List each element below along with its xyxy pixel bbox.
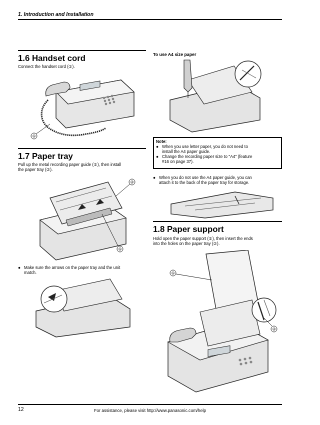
page-header-title: 1. Introduction and Installation: [18, 12, 94, 18]
paper-support-instruction-line1: Hold open the paper support (①), then insert the ends: [153, 236, 253, 241]
section-divider: [18, 50, 146, 51]
callout-1: ①: [171, 270, 175, 276]
a4-title: To use A4 size paper: [153, 52, 197, 57]
section-title-paper-support: 1.8 Paper support: [153, 224, 224, 234]
note-title: Note:: [156, 139, 167, 144]
a4-bullet-line1: ● When you do not use the A4 paper guide, you can: [153, 175, 252, 180]
a4-bullet-line2: attach it to the back of the paper tray for storage.: [159, 180, 250, 185]
section-title-handset: 1.6 Handset cord: [18, 53, 86, 63]
note-bullet-2-line2: #16 on page 37).: [162, 159, 194, 164]
note-bullet-1-line1: ● When you use letter paper, you do not need to: [156, 144, 248, 149]
paper-support-illustration: [160, 250, 282, 398]
arrow-alignment-illustration: [26, 277, 144, 339]
paper-tray-instruction-line1: Pull up the metal recording paper guide (①), then install: [18, 162, 122, 167]
callout-2: ②: [130, 179, 134, 185]
handset-instruction: Connect the handset cord (①).: [18, 64, 75, 69]
section-divider: [18, 148, 146, 149]
callout-1: ①: [118, 246, 122, 252]
note-bullet-1-line2: install the A4 paper guide.: [162, 149, 211, 154]
section-divider: [153, 221, 282, 222]
footer-assistance: For assistance, please visit http://www.panasonic.com/help: [93, 408, 206, 413]
footer-divider: [18, 404, 282, 405]
callout-2: ②: [272, 326, 276, 332]
a4-storage-illustration: [165, 190, 280, 220]
section-title-paper-tray: 1.7 Paper tray: [18, 151, 73, 161]
page-number: 12: [18, 407, 24, 413]
paper-support-instruction-line2: into the holes on the paper tray (②).: [153, 241, 220, 246]
paper-tray-illustration: [26, 174, 144, 264]
a4-guide-illustration: [162, 58, 280, 134]
paper-tray-instruction-line2: the paper tray (②).: [18, 167, 53, 172]
handset-cord-illustration: [26, 72, 138, 148]
paper-tray-bullet-line2: match.: [24, 270, 37, 275]
paper-tray-bullet-line1: ● Make sure the arrows on the paper tray and the unit: [18, 265, 121, 270]
note-bullet-2-line1: ● Change the recording paper size to "A4" (feature: [156, 154, 253, 159]
callout-1: ①: [32, 133, 36, 139]
header-divider: [18, 19, 282, 20]
